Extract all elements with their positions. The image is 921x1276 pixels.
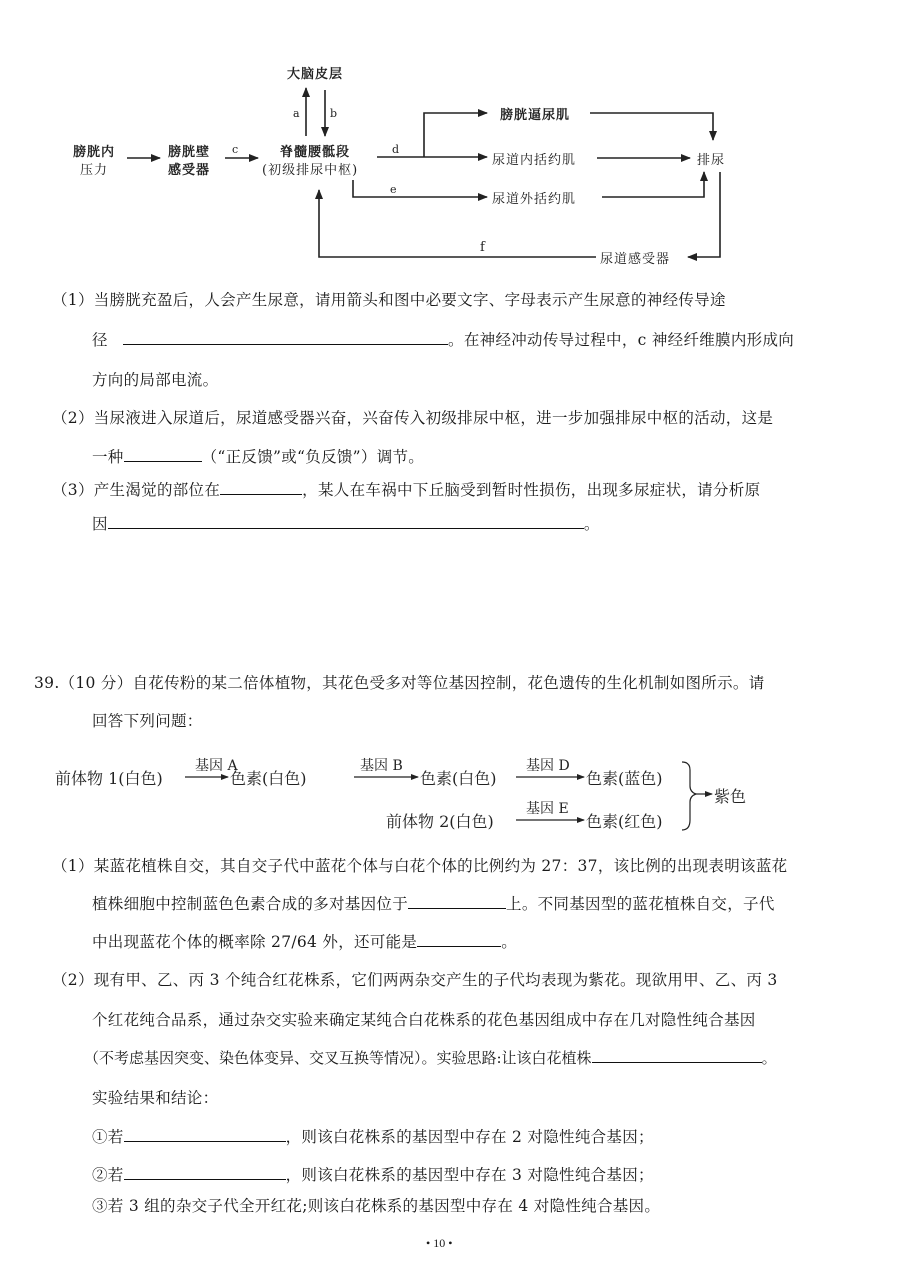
q39-result-1a: ①若 xyxy=(92,1128,124,1146)
q39-result-2a: ②若 xyxy=(92,1166,124,1184)
q38-answer-blank-3[interactable] xyxy=(220,480,302,495)
node-cerebral-cortex: 大脑皮层 xyxy=(287,67,344,82)
q38-p3-line1 xyxy=(52,480,760,500)
node-detrusor: 膀胱逼尿肌 xyxy=(500,108,571,123)
q39-p1-line3a: 中出现蓝花个体的概率除 27/64 外，还可能是 xyxy=(92,933,418,951)
pathway-gene-d: 基因 D xyxy=(526,758,570,774)
q38-p1-line2b: 。在神经冲动传导过程中，c 神经纤维膜内形成向 xyxy=(448,331,795,349)
q39-answer-blank-4[interactable] xyxy=(124,1127,286,1142)
label-f: f xyxy=(480,240,485,255)
q38-answer-blank-2[interactable] xyxy=(124,447,202,462)
node-spinal-1: 脊髓腰骶段 xyxy=(280,145,351,160)
q38-p1-line2a: 径 xyxy=(92,331,108,349)
arrow-detrusor-urination xyxy=(590,113,713,140)
q39-p2-line3b: 。 xyxy=(761,1049,777,1067)
pathway-purple: 紫色 xyxy=(714,787,747,806)
label-c: c xyxy=(232,143,239,156)
pathway-gene-e: 基因 E xyxy=(526,801,569,817)
q39-intro-line2: 回答下列问题： xyxy=(92,712,203,730)
q39-p1-line2a: 植株细胞中控制蓝色色素合成的多对基因位于 xyxy=(92,895,409,913)
q39-answer-blank-5[interactable] xyxy=(124,1165,286,1180)
label-a: a xyxy=(293,107,300,120)
q38-p1-line3: 方向的局部电流。 xyxy=(92,371,219,389)
q38-answer-blank-4[interactable] xyxy=(108,514,584,529)
pathway-pigment-red: 色素(红色) xyxy=(586,812,663,831)
q39-answer-blank-3[interactable] xyxy=(592,1048,762,1063)
q39-result-2b: ，则该白花株系的基因型中存在 3 对隐性纯合基因； xyxy=(285,1166,654,1184)
q39-p1-line2b: 上。不同基因型的蓝花植株自交，子代 xyxy=(506,895,775,913)
q38-answer-blank-1[interactable] xyxy=(123,330,448,345)
q39-result-1 xyxy=(92,1127,654,1147)
node-external-sphincter: 尿道外括约肌 xyxy=(492,192,577,207)
page-number: • 10 • xyxy=(426,1236,453,1250)
q38-p3-line2b: 。 xyxy=(583,515,600,533)
node-urethral-receptor: 尿道感受器 xyxy=(600,252,671,267)
node-internal-sphincter: 尿道内括约肌 xyxy=(492,153,577,168)
q39-answer-blank-1[interactable] xyxy=(408,894,506,909)
q39-p1-line1: （1）某蓝花植株自交，其自交子代中蓝花个体与白花个体的比例约为 27：37，该比例的出现表明该蓝花 xyxy=(52,857,788,875)
node-bladder-pressure-1: 膀胱内 xyxy=(73,145,116,160)
node-spinal-2: (初级排尿中枢) xyxy=(262,163,359,178)
q38-p2-line1: （2）当尿液进入尿道后，尿道感受器兴奋，兴奋传入初级排尿中枢，进一步加强排尿中枢的活动，这是 xyxy=(52,409,774,427)
urination-reflex-diagram xyxy=(0,0,921,280)
label-d: d xyxy=(392,143,400,156)
q38-p3-line2 xyxy=(92,514,600,534)
q38-p2-line2a: 一种 xyxy=(92,448,124,466)
pathway-gene-b: 基因 B xyxy=(360,758,403,774)
q39-result-2 xyxy=(92,1165,654,1185)
node-bladder-pressure-2: 压力 xyxy=(80,163,109,178)
node-urination: 排尿 xyxy=(697,153,726,168)
arrow-e xyxy=(353,180,487,197)
arrow-external-urination xyxy=(602,172,704,197)
node-bladder-receptor-2: 感受器 xyxy=(168,163,211,178)
q38-p2-line2b: （“正反馈”或“负反馈”）调节。 xyxy=(201,448,425,466)
q39-intro-line1: 39.（10 分）自花传粉的某二倍体植物，其花色受多对等位基因控制，花色遗传的生化机制如图所示。请 xyxy=(34,674,765,692)
arrow-d-detrusor xyxy=(424,113,487,157)
pathway-precursor2: 前体物 2(白色) xyxy=(386,812,494,831)
q38-p3-line2a: 因 xyxy=(92,515,108,533)
q39-p2-line3a: （不考虑基因突变、染色体变异、交叉互换等情况）。实验思路:让该白花植株 xyxy=(84,1049,592,1067)
label-b: b xyxy=(330,107,338,120)
q39-p2-line3 xyxy=(84,1048,777,1068)
q38-p3-line1b: ，某人在车祸中下丘脑受到暂时性损伤，出现多尿症状，请分析原 xyxy=(302,481,761,499)
q39-answer-blank-2[interactable] xyxy=(417,932,501,947)
pathway-pigment-white2: 色素(白色) xyxy=(420,769,497,788)
pathway-pigment-white1: 色素(白色) xyxy=(230,769,307,788)
q39-p1-line3b: 。 xyxy=(501,933,518,951)
q39-p1-line2 xyxy=(92,894,775,914)
q39-p2-line1: （2）现有甲、乙、丙 3 个纯合红花株系，它们两两杂交产生的子代均表现为紫花。现欲用甲、乙、丙 3 xyxy=(52,971,778,989)
q38-p2-line2 xyxy=(92,447,424,467)
node-bladder-receptor-1: 膀胱壁 xyxy=(168,145,211,160)
q39-result-1b: ，则该白花株系的基因型中存在 2 对隐性纯合基因； xyxy=(285,1128,654,1146)
q39-result-3: ③若 3 组的杂交子代全开红花;则该白花株系的基因型中存在 4 对隐性纯合基因。 xyxy=(92,1197,661,1215)
brace-icon xyxy=(682,762,696,830)
pathway-precursor1: 前体物 1(白色) xyxy=(55,769,163,788)
label-e: e xyxy=(390,183,397,196)
q39-p1-line3 xyxy=(92,932,517,952)
q38-p1-line2 xyxy=(92,330,794,350)
pathway-pigment-blue: 色素(蓝色) xyxy=(586,769,663,788)
q39-results-title: 实验结果和结论： xyxy=(92,1089,219,1107)
q38-p3-line1a: （3）产生渴觉的部位在 xyxy=(52,481,221,499)
q39-p2-line2: 个红花纯合品系，通过杂交实验来确定某纯合白花株系的花色基因组成中存在几对隐性纯合基因 xyxy=(92,1011,756,1029)
q38-p1-line1: （1）当膀胱充盈后，人会产生尿意，请用箭头和图中必要文字、字母表示产生尿意的神经传导途 xyxy=(52,291,726,309)
pathway-gene-a: 基因 A xyxy=(195,758,238,774)
